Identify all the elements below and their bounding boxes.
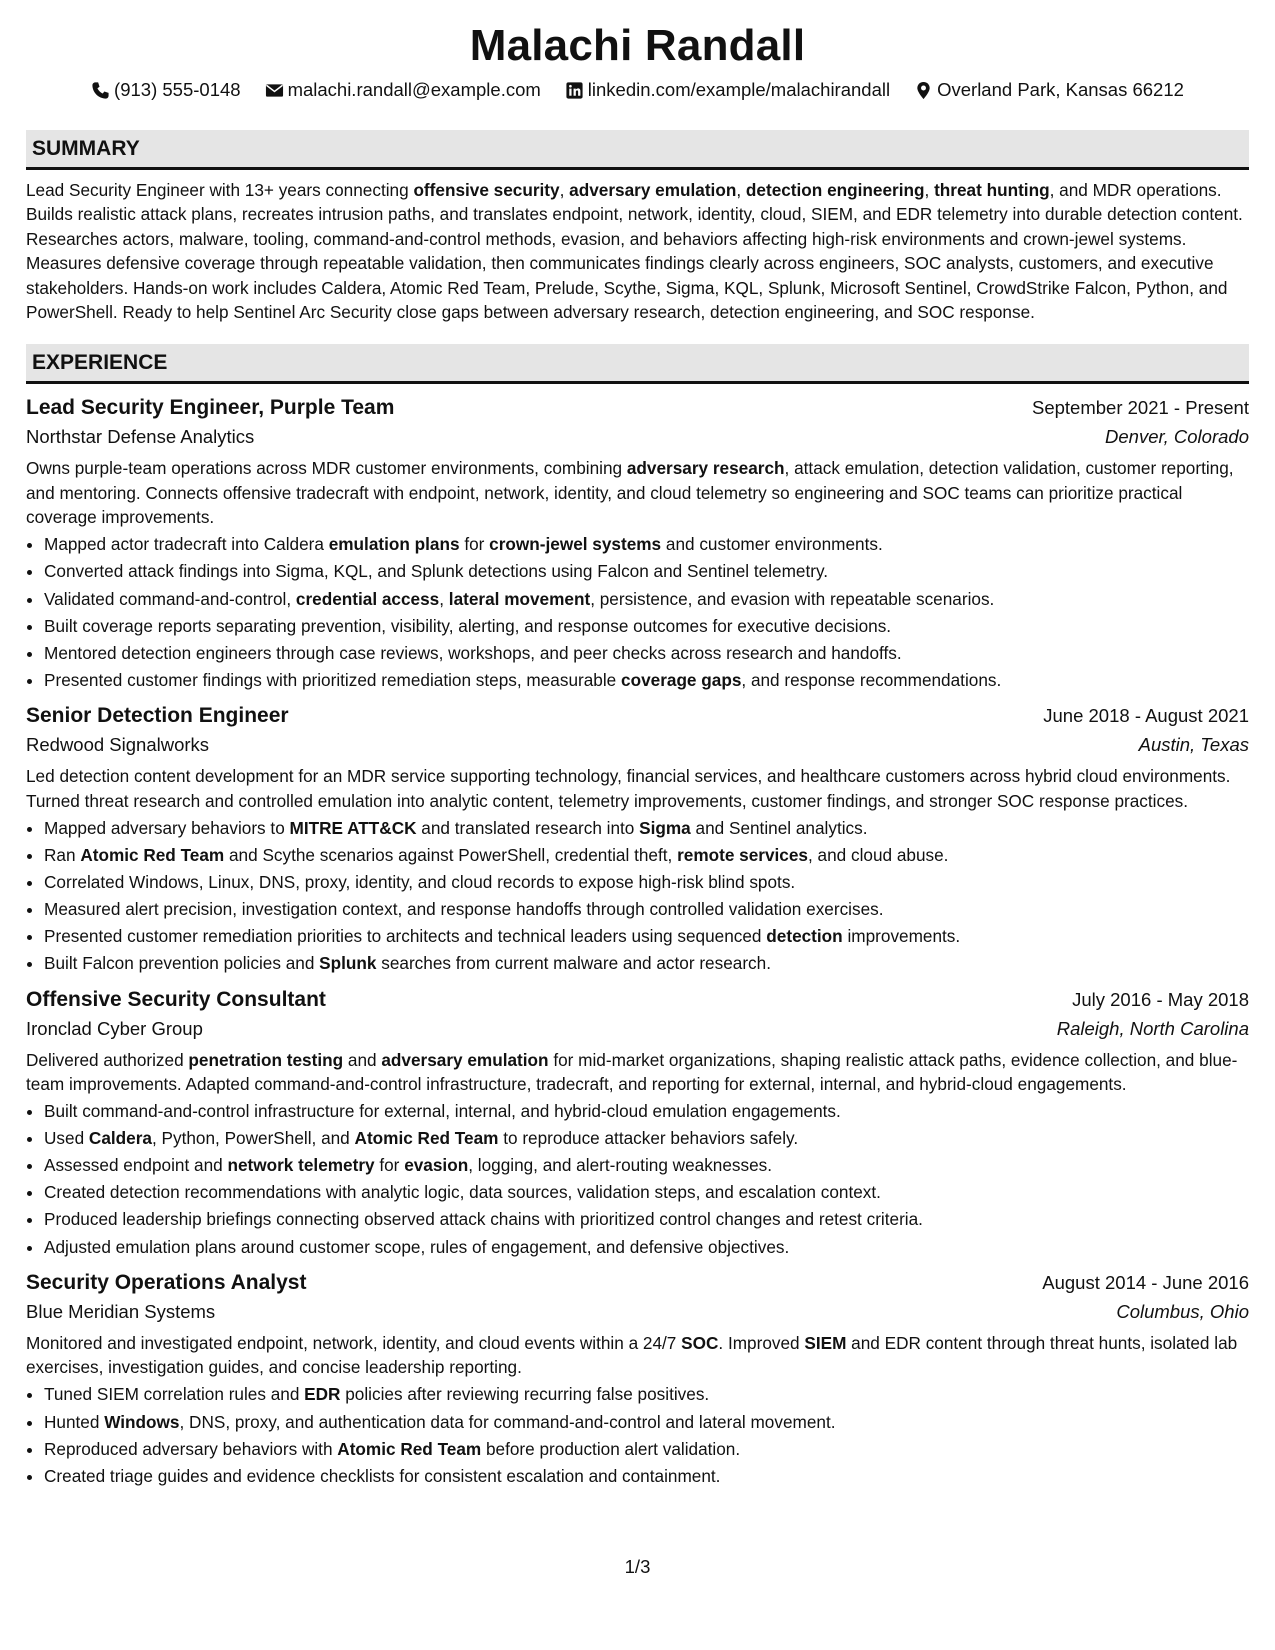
job-company: Northstar Defense Analytics: [26, 426, 255, 448]
resume-page: [26, 20, 1249, 1488]
bold-keyword: EDR: [304, 1384, 341, 1405]
bold-keyword: evasion: [404, 1155, 469, 1176]
bullet-item: [44, 1099, 1249, 1123]
job-entry: [26, 986, 1249, 1259]
bullet-item: [44, 587, 1249, 611]
contact-email-text[interactable]: malachi.randall@example.com: [287, 79, 541, 100]
job-description: [26, 764, 1249, 813]
text-run: , and MDR operations. Builds realistic attack plans, recreates intrusion paths, and translates endpoint, network, identity, cloud, SIEM, and EDR telemetry into durable detection content. Researches actors, malware, tooling, command-and-control methods, evasion, and behaviors affecting high-risk environments and crown-jewel systems. Measures defensive coverage through repeatable validation, then communicates findings clearly across engineers, SOC analysts, customers, and executive stakeholders. Hands-on work includes Caldera, Atomic Red Team, Prelude, Scythe, Sigma, KQL, Splunk, Microsoft Sentinel, CrowdStrike Falcon, Python, and PowerShell. Ready to help Sentinel Arc Security close gaps between adversary research, detection engineering, and SOC response.: [26, 180, 1243, 323]
job-header: [26, 394, 1249, 422]
bold-keyword: credential access: [295, 588, 440, 609]
text-run: and: [343, 1049, 382, 1070]
summary-heading: SUMMARY: [26, 130, 1249, 170]
text-run: policies after reviewing recurring false positives.: [340, 1384, 710, 1405]
job-header: [26, 986, 1249, 1014]
text-run: . Improved: [718, 1332, 805, 1353]
text-run: ,: [736, 180, 746, 200]
bold-keyword: coverage gaps: [621, 669, 742, 690]
job-description: [26, 1048, 1249, 1097]
job-entry: [26, 1269, 1249, 1488]
bold-keyword: threat hunting: [934, 180, 1050, 200]
text-run: Used: [44, 1128, 89, 1149]
bullet-item: [44, 668, 1249, 692]
job-bullets: [26, 532, 1249, 692]
text-run: , DNS, proxy, and authentication data for command-and-control and lateral movement.: [179, 1411, 836, 1432]
text-run: and translated research into: [416, 817, 640, 838]
text-run: ,: [439, 588, 449, 609]
text-run: , Python, PowerShell, and: [151, 1128, 355, 1149]
text-run: and Scythe scenarios against PowerShell, credential theft,: [224, 844, 678, 865]
bold-keyword: SOC: [681, 1332, 719, 1353]
text-run: , and response recommendations.: [741, 669, 1002, 690]
text-run: Converted attack findings into Sigma, KQL, and Splunk detections using Falcon and Sentinel telemetry.: [44, 561, 829, 582]
text-run: Built coverage reports separating prevention, visibility, alerting, and response outcomes for executive decisions.: [44, 615, 892, 636]
bold-keyword: detection: [766, 926, 843, 947]
bold-keyword: Sigma: [639, 817, 691, 838]
contact-email[interactable]: [265, 78, 541, 102]
contact-location: [914, 78, 1184, 102]
bold-keyword: crown-jewel systems: [489, 534, 662, 555]
job-subheader: [26, 1299, 1249, 1325]
text-run: Adjusted emulation plans around customer scope, rules of engagement, and defensive objectives.: [44, 1236, 790, 1257]
text-run: Mentored detection engineers through case reviews, workshops, and peer checks across research and handoffs.: [44, 642, 902, 663]
job-company: Redwood Signalworks: [26, 734, 210, 756]
envelope-icon: [265, 81, 284, 100]
text-run: Produced leadership briefings connecting observed attack chains with prioritized control changes and retest criteria.: [44, 1209, 923, 1230]
job-entry: [26, 394, 1249, 692]
text-run: Created detection recommendations with analytic logic, data sources, validation steps, and escalation context.: [44, 1182, 881, 1203]
linkedin-icon: [565, 81, 584, 100]
bullet-item: [44, 1464, 1249, 1488]
job-header: [26, 702, 1249, 730]
job-dates: September 2021 - Present: [1032, 397, 1249, 419]
text-run: , logging, and alert-routing weaknesses.: [468, 1155, 773, 1176]
bullet-item: [44, 641, 1249, 665]
text-run: searches from current malware and actor research.: [376, 953, 771, 974]
text-run: , and cloud abuse.: [807, 844, 949, 865]
text-run: Assessed endpoint and: [44, 1155, 228, 1176]
text-run: before production alert validation.: [481, 1438, 741, 1459]
bold-keyword: penetration testing: [188, 1049, 344, 1070]
contact-phone: [91, 78, 241, 102]
job-title: Senior Detection Engineer: [26, 704, 289, 728]
bullet-item: [44, 1235, 1249, 1259]
bullet-item: [44, 843, 1249, 867]
job-description: [26, 456, 1249, 529]
text-run: , attack emulation, detection validation, customer reporting, and mentoring. Connects offensive tradecraft with endpoint, network, identity, and cloud telemetry so engineering and SOC teams can prioritize practical coverage improvements.: [26, 458, 1234, 528]
summary-text: [26, 178, 1249, 324]
experience-heading: EXPERIENCE: [26, 344, 1249, 384]
job-subheader: [26, 732, 1249, 758]
contact-linkedin-text[interactable]: linkedin.com/example/malachirandall: [587, 79, 891, 100]
text-run: and Sentinel analytics.: [690, 817, 868, 838]
job-location: Austin, Texas: [1138, 734, 1249, 756]
job-company: Blue Meridian Systems: [26, 1300, 216, 1322]
contact-bar: [26, 78, 1249, 102]
contact-location-text: Overland Park, Kansas 66212: [937, 79, 1184, 100]
job-dates: June 2018 - August 2021: [1043, 705, 1249, 727]
bullet-item: [44, 614, 1249, 638]
contact-linkedin[interactable]: [565, 78, 890, 102]
bold-keyword: offensive security: [413, 180, 560, 200]
text-run: and customer environments.: [661, 534, 883, 555]
job-location: Denver, Colorado: [1105, 426, 1249, 448]
experience-list: [26, 394, 1249, 1488]
bullet-item: [44, 1153, 1249, 1177]
job-company: Ironclad Cyber Group: [26, 1017, 203, 1039]
bold-keyword: emulation plans: [328, 534, 460, 555]
text-run: and EDR content through threat hunts, isolated lab exercises, investigation guides, and concise leadership reporting.: [26, 1332, 1238, 1378]
job-entry: [26, 702, 1249, 975]
page-number: 1/3: [624, 1556, 651, 1577]
bullet-item: [44, 559, 1249, 583]
bold-keyword: lateral movement: [448, 588, 591, 609]
bold-keyword: adversary research: [626, 458, 785, 479]
bold-keyword: adversary emulation: [569, 180, 737, 200]
job-header: [26, 1269, 1249, 1297]
text-run: Measured alert precision, investigation context, and response handoffs through controlled validation exercises.: [44, 899, 884, 919]
bold-keyword: Windows: [104, 1411, 180, 1432]
text-run: Ran: [44, 844, 81, 865]
text-run: for: [374, 1155, 405, 1176]
text-run: to reproduce attacker behaviors safely.: [498, 1128, 799, 1149]
job-bullets: [26, 1382, 1249, 1488]
text-run: Validated command-and-control,: [44, 588, 296, 609]
job-title: Lead Security Engineer, Purple Team: [26, 396, 395, 420]
text-run: Delivered authorized: [26, 1049, 189, 1070]
job-subheader: [26, 1016, 1249, 1042]
text-run: Led detection content development for an MDR service supporting technology, financial services, and healthcare customers across hybrid cloud environments. Turned threat research and controlled emulation into analytic content, telemetry improvements, customer findings, and stronger SOC response practices.: [26, 766, 1231, 811]
job-location: Raleigh, North Carolina: [1056, 1017, 1249, 1039]
text-run: for: [459, 534, 490, 555]
bullet-item: [44, 1180, 1249, 1204]
bullet-item: [44, 1207, 1249, 1231]
bold-keyword: detection engineering: [745, 180, 925, 200]
bold-keyword: network telemetry: [227, 1155, 375, 1176]
job-title: Security Operations Analyst: [26, 1270, 307, 1294]
job-description: [26, 1331, 1249, 1380]
text-run: Mapped actor tradecraft into Caldera: [44, 534, 329, 555]
bullet-item: [44, 816, 1249, 840]
bullet-item: [44, 870, 1249, 894]
bold-keyword: Atomic Red Team: [80, 844, 225, 865]
text-run: Presented customer findings with prioritized remediation steps, measurable: [44, 669, 622, 690]
bullet-item: [44, 1437, 1249, 1461]
text-run: ,: [924, 180, 935, 200]
text-run: Monitored and investigated endpoint, network, identity, and cloud events within a 24/7: [26, 1332, 682, 1353]
text-run: for mid-market organizations, shaping realistic attack paths, evidence collection, and blue-team improvements. Adapted command-and-control infrastructure, tradecraft, and reporting for external, internal, and hybrid-cloud engagements.: [26, 1049, 1238, 1094]
text-run: Mapped adversary behaviors to: [44, 817, 290, 838]
text-run: Built command-and-control infrastructure for external, internal, and hybrid-cloud emulation engagements.: [44, 1101, 841, 1122]
bullet-item: [44, 951, 1249, 975]
text-run: Presented customer remediation priorities to architects and technical leaders using sequenced: [44, 926, 767, 947]
job-bullets: [26, 816, 1249, 976]
phone-icon: [91, 81, 110, 100]
candidate-name: Malachi Randall: [469, 21, 806, 70]
bold-keyword: Atomic Red Team: [354, 1128, 499, 1149]
job-location: Columbus, Ohio: [1116, 1300, 1249, 1322]
bullet-item: [44, 1126, 1249, 1150]
bold-keyword: SIEM: [804, 1332, 847, 1353]
map-pin-icon: [914, 81, 933, 100]
text-run: Reproduced adversary behaviors with: [44, 1438, 338, 1459]
text-run: Hunted: [44, 1411, 105, 1432]
bold-keyword: remote services: [677, 844, 808, 865]
text-run: Created triage guides and evidence checklists for consistent escalation and containment.: [44, 1465, 721, 1486]
job-dates: July 2016 - May 2018: [1072, 988, 1249, 1010]
bullet-item: [44, 897, 1249, 921]
bullet-item: [44, 532, 1249, 556]
bold-keyword: MITRE ATT&CK: [289, 817, 417, 838]
bold-keyword: Atomic Red Team: [337, 1438, 482, 1459]
text-run: improvements.: [842, 926, 961, 947]
job-title: Offensive Security Consultant: [26, 987, 326, 1011]
job-subheader: [26, 424, 1249, 450]
text-run: Correlated Windows, Linux, DNS, proxy, identity, and cloud records to expose high-risk blind spots.: [44, 871, 796, 892]
contact-phone-text: (913) 555-0148: [114, 79, 241, 100]
text-run: Lead Security Engineer with 13+ years connecting: [26, 180, 414, 200]
job-bullets: [26, 1099, 1249, 1259]
job-dates: August 2014 - June 2016: [1042, 1271, 1249, 1293]
text-run: , persistence, and evasion with repeatable scenarios.: [590, 588, 995, 609]
bullet-item: [44, 1382, 1249, 1406]
bold-keyword: Caldera: [88, 1128, 152, 1149]
text-run: Tuned SIEM correlation rules and: [44, 1384, 305, 1405]
text-run: Built Falcon prevention policies and: [44, 953, 320, 974]
bullet-item: [44, 924, 1249, 948]
text-run: Owns purple-team operations across MDR customer environments, combining: [26, 458, 627, 479]
bold-keyword: adversary emulation: [381, 1049, 549, 1070]
text-run: ,: [559, 180, 570, 200]
bullet-item: [44, 1410, 1249, 1434]
bold-keyword: Splunk: [319, 953, 377, 974]
